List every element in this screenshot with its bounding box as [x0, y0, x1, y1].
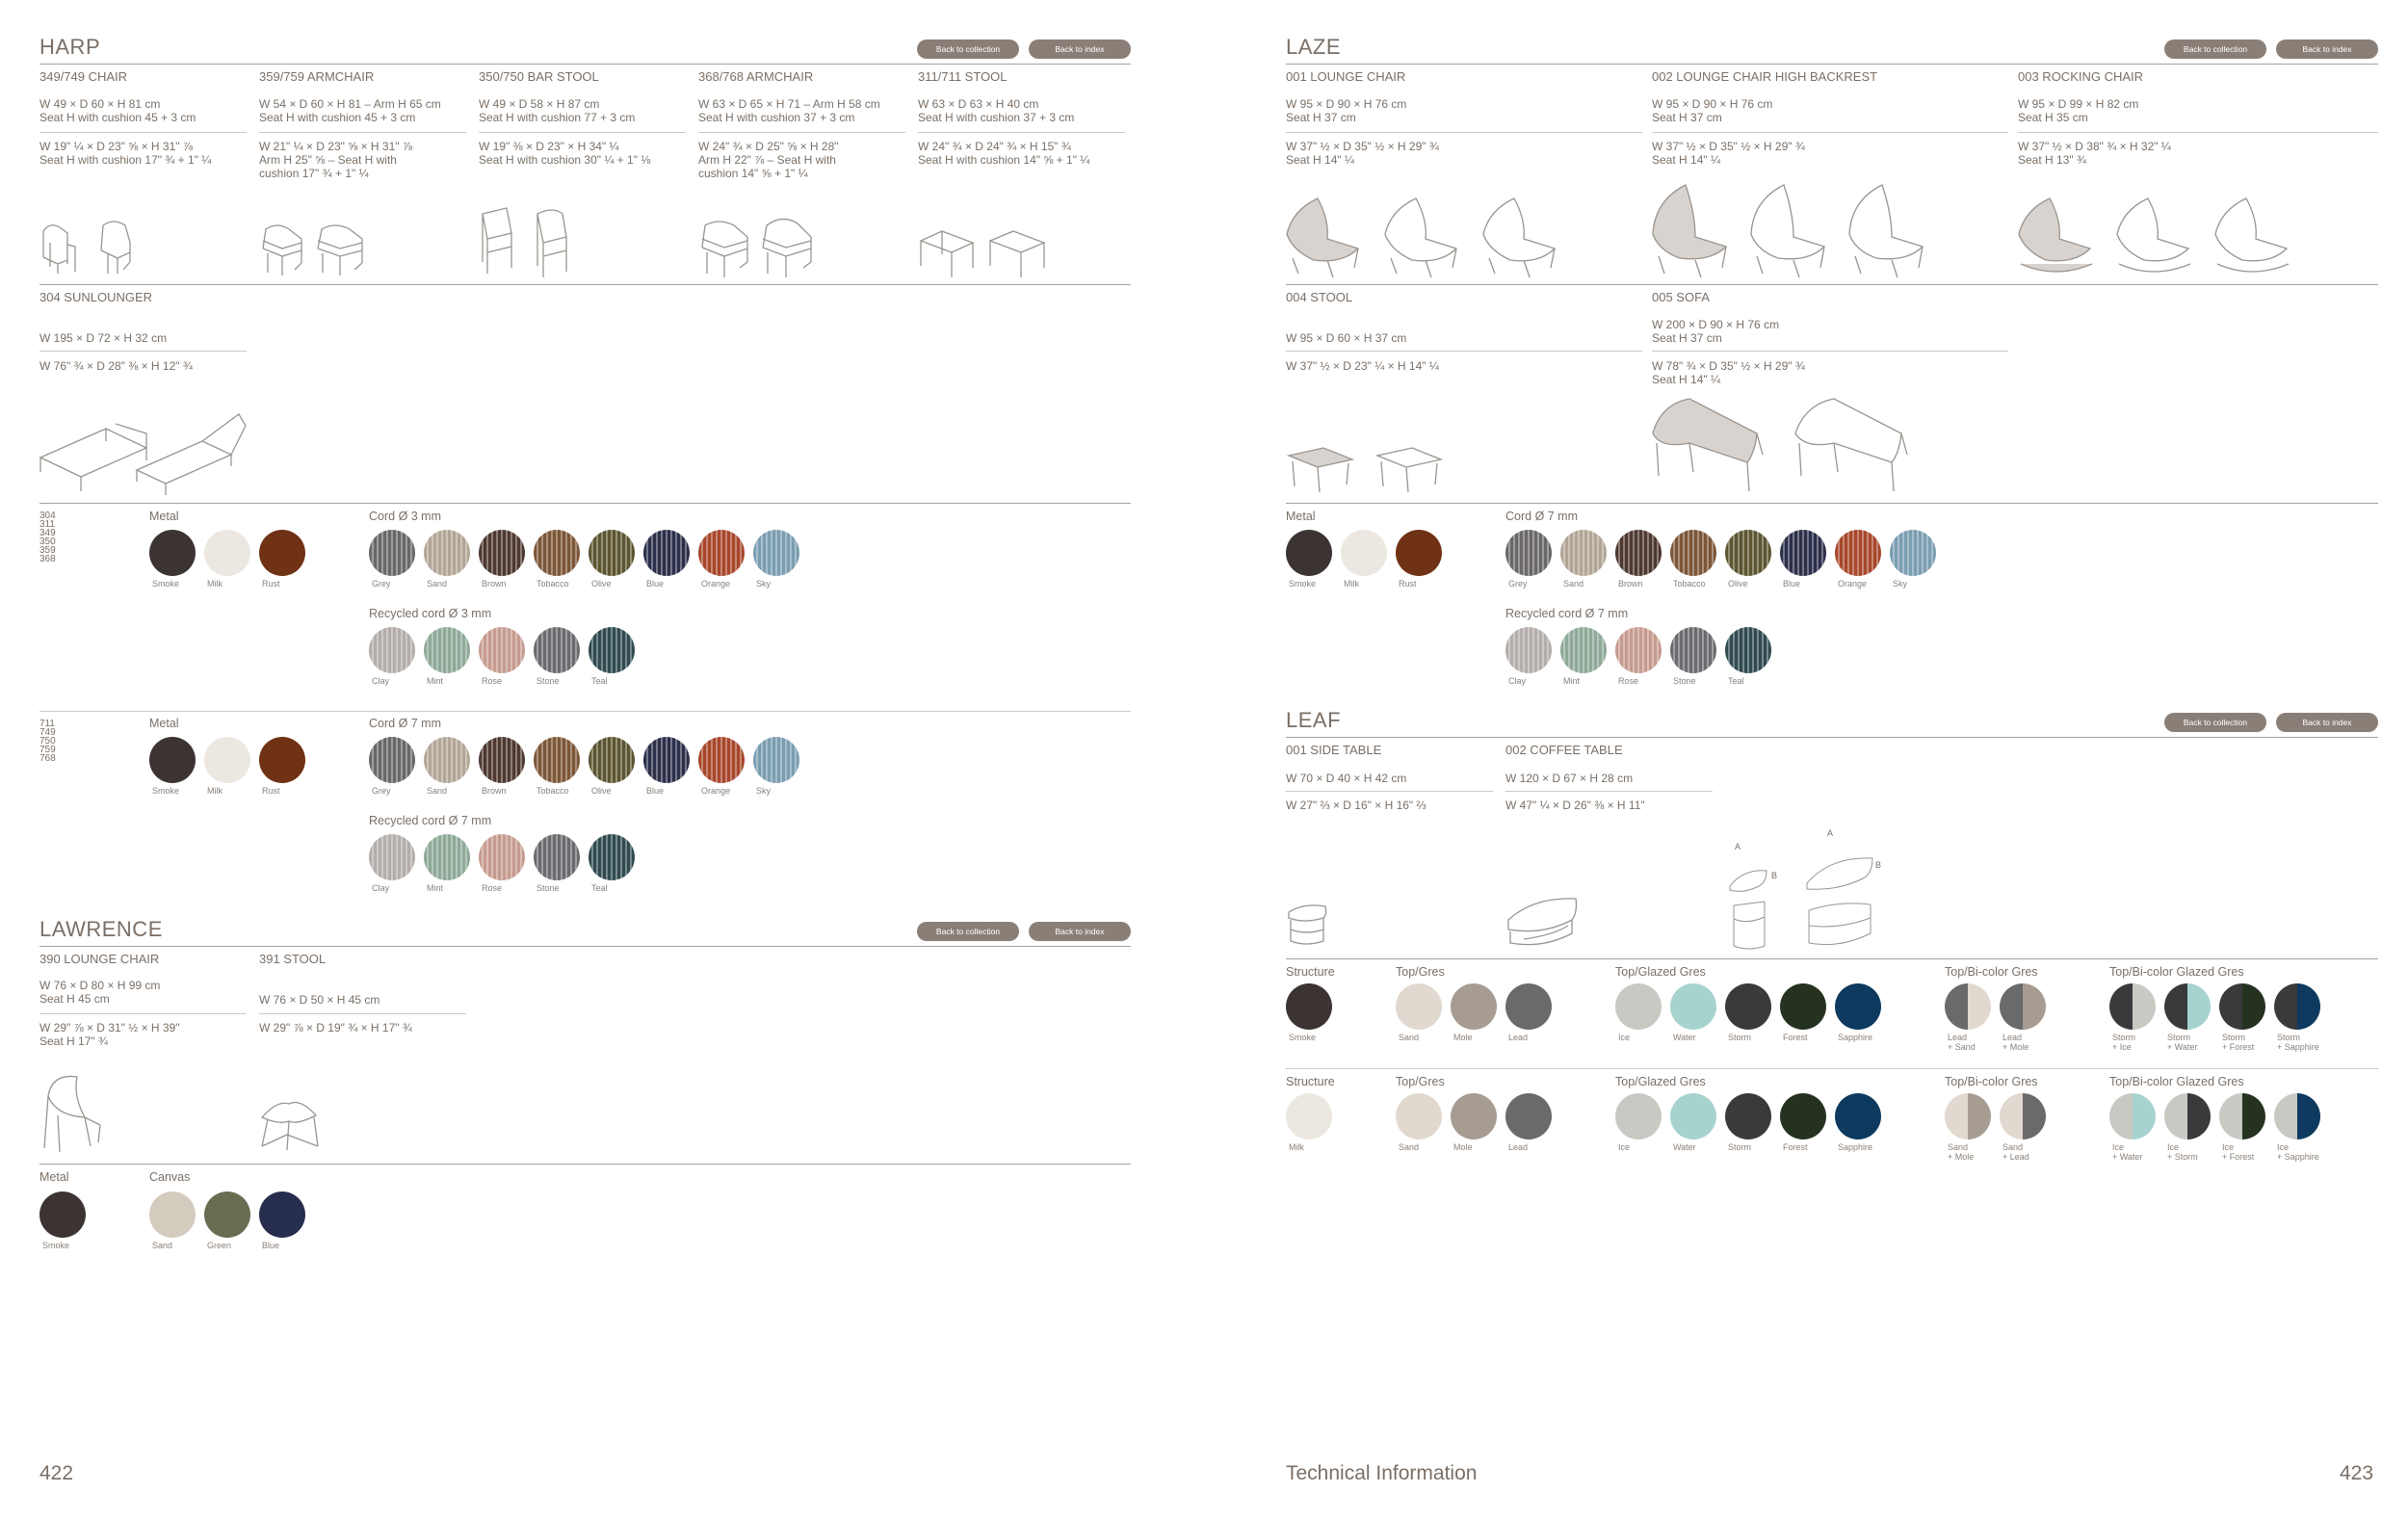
diagram-label-b: B — [1771, 871, 1778, 880]
cord-grey-swatch — [369, 530, 415, 576]
swatch-label: Blue — [1783, 579, 1801, 589]
metal-rust-swatch — [259, 530, 305, 576]
swatch-label: Stone — [537, 883, 560, 893]
product-metric-dims: W 49 × D 58 × H 87 cm Seat H with cushion 77 + 3 cm — [479, 97, 636, 124]
metal-smoke-swatch — [149, 530, 196, 576]
swatch-label: Milk — [1289, 1142, 1304, 1152]
product-metric-dims: W 49 × D 60 × H 81 cm Seat H with cushion 45 + 3 cm — [39, 97, 196, 124]
swatch-label: Olive — [591, 579, 612, 589]
product-metric-dims: W 70 × D 40 × H 42 cm — [1286, 772, 1407, 785]
product-imperial-dims: W 37" ½ × D 35" ½ × H 29" ¾ Seat H 14" ¼ — [1652, 140, 1805, 167]
swatch-label: Sand — [1563, 579, 1584, 589]
product-imperial-dims: W 24" ¾ × D 24" ¾ × H 15" ¾ Seat H with cushion 14" ⅝ + 1" ¼ — [918, 140, 1090, 167]
sunlounger-sketch-icon — [39, 405, 250, 496]
coffee-table-diagram-icon — [1801, 824, 1878, 954]
glazed-gres-ice-swatch — [1615, 1093, 1662, 1139]
recycled-cord-teal-swatch — [1725, 627, 1771, 673]
laze-title: LAZE — [1286, 35, 1342, 59]
swatch-label: Mint — [1563, 676, 1581, 686]
product-imperial-dims: W 19" ⅜ × D 23" × H 34" ¼ Seat H with cushion 30" ¼ + 1" ⅛ — [479, 140, 651, 167]
metal-label: Metal — [149, 510, 179, 523]
rocking-chair-sketch-icon — [2017, 191, 2325, 279]
product-imperial-dims: W 37" ½ × D 23" ¼ × H 14" ¼ — [1286, 359, 1439, 373]
bicolor-glazed-gres-storm-sapphire-swatch — [2274, 983, 2320, 1030]
swatch-label: Rust — [262, 786, 280, 796]
swatch-label: Lead — [1508, 1033, 1529, 1042]
dims-divider — [39, 351, 247, 352]
swatch-label: Olive — [591, 786, 612, 796]
top-gres-label: Top/Gres — [1396, 965, 1445, 979]
recycled-cord-label: Recycled cord Ø 7 mm — [369, 814, 492, 827]
glazed-gres-water-swatch — [1670, 983, 1716, 1030]
dims-divider — [2018, 132, 2378, 133]
metal-smoke-swatch — [149, 737, 196, 783]
harp-back-to-collection-button[interactable]: Back to collection — [917, 39, 1019, 59]
glazed-gres-forest-swatch — [1780, 983, 1826, 1030]
product-imperial-dims: W 29" ⅞ × D 31" ½ × H 39" Seat H 17" ¾ — [39, 1021, 180, 1048]
swatch-label: Stone — [1673, 676, 1696, 686]
diagram-label-a: A — [1735, 842, 1741, 851]
recycled-cord-rose-swatch — [479, 834, 525, 880]
cord-sky-swatch — [1890, 530, 1936, 576]
metal-milk-swatch — [204, 737, 250, 783]
page-number-right: 423 — [2340, 1462, 2374, 1484]
swatch-label: Storm — [1728, 1033, 1752, 1042]
harp-back-to-index-button[interactable]: Back to index — [1029, 39, 1131, 59]
swatch-label: Milk — [207, 786, 222, 796]
swatch-label: Orange — [1838, 579, 1868, 589]
swatch-label: Ice + Water — [2112, 1142, 2143, 1162]
bicolor-glazed-gres-ice-sapphire-swatch — [2274, 1093, 2320, 1139]
swatch-label: Storm — [1728, 1142, 1752, 1152]
swatch-label: Rust — [1399, 579, 1417, 589]
cord-label: Cord Ø 7 mm — [369, 717, 442, 730]
recycled-cord-stone-swatch — [534, 834, 580, 880]
product-name: 390 LOUNGE CHAIR — [39, 952, 160, 966]
swatch-label: Sand — [152, 1241, 173, 1250]
structure-milk-swatch — [1286, 1093, 1332, 1139]
recycled-cord-mint-swatch — [424, 834, 470, 880]
laze-metal-label: Metal — [1286, 510, 1316, 523]
bicolor-glazed-gres-storm-water-swatch — [2164, 983, 2211, 1030]
cord-brown-swatch — [479, 737, 525, 783]
dims-divider — [1652, 351, 2008, 352]
armchair-368-sketch-icon — [697, 204, 823, 279]
swatch-label: Rose — [1618, 676, 1639, 686]
product-name: 002 COFFEE TABLE — [1505, 743, 1623, 757]
swatch-label: Sand — [1399, 1033, 1420, 1042]
recycled-cord-stone-swatch — [1670, 627, 1716, 673]
cord-sand-swatch — [424, 530, 470, 576]
product-metric-dims: W 120 × D 67 × H 28 cm — [1505, 772, 1634, 785]
stool-311-sketch-icon — [917, 222, 1052, 279]
dims-divider — [918, 132, 1125, 133]
product-name: 004 STOOL — [1286, 290, 1353, 304]
swatch-label: Sky — [756, 579, 772, 589]
recycled-cord-rose-swatch — [479, 627, 525, 673]
swatch-label: Clay — [1508, 676, 1527, 686]
product-imperial-dims: W 21" ¼ × D 23" ⅝ × H 31" ⅞ Arm H 25" ⅝ – Seat H with cushion 17" ¾ + 1" ¼ — [259, 140, 412, 180]
swatch-label: Brown — [1618, 579, 1643, 589]
stool-391-sketch-icon — [258, 1096, 321, 1152]
harp-row2-rule — [39, 503, 1131, 504]
swatch-label: Ice — [1618, 1033, 1631, 1042]
product-imperial-dims: W 27" ⅔ × D 16" × H 16" ⅔ — [1286, 799, 1426, 812]
footer-section-title: Technical Information — [1286, 1462, 1478, 1484]
gres-lead-swatch — [1505, 1093, 1552, 1139]
lawrence-back-to-collection-button[interactable]: Back to collection — [917, 922, 1019, 941]
product-imperial-dims: W 24" ¾ × D 25" ⅝ × H 28" Arm H 22" ⅞ – Seat H with cushion 14" ⅝ + 1" ¼ — [698, 140, 839, 180]
cord-blue-swatch — [1780, 530, 1826, 576]
cord-orange-swatch — [1835, 530, 1881, 576]
cord-sand-swatch — [1560, 530, 1607, 576]
laze-title-rule — [1286, 64, 2378, 65]
top-bicolor-glazed-gres-label: Top/Bi-color Glazed Gres — [2109, 1075, 2244, 1088]
product-metric-dims: W 95 × D 90 × H 76 cm Seat H 37 cm — [1652, 97, 1773, 124]
dims-divider — [698, 132, 905, 133]
swatch-label: Ice + Sapphire — [2277, 1142, 2319, 1162]
swatch-label: Sky — [756, 786, 772, 796]
harp-group-divider — [39, 711, 1131, 712]
swatch-label: Lead — [1508, 1142, 1529, 1152]
cord-blue-swatch — [643, 737, 690, 783]
swatch-label: Sand — [1399, 1142, 1420, 1152]
swatch-label: Brown — [482, 579, 507, 589]
product-imperial-dims: W 29" ⅞ × D 19" ¾ × H 17" ¾ — [259, 1021, 412, 1034]
lawrence-back-to-index-button[interactable]: Back to index — [1029, 922, 1131, 941]
bicolor-gres-sand-mole-swatch — [1945, 1093, 1991, 1139]
harp-group1-codes: 304 311 349 350 359 368 — [39, 511, 56, 564]
swatch-label: Storm + Ice — [2112, 1033, 2136, 1052]
diagram-label-a: A — [1827, 828, 1834, 838]
swatch-label: Milk — [1344, 579, 1359, 589]
lounge-chair-002-sketch-icon — [1651, 181, 1959, 279]
leaf-back-to-collection-button[interactable]: Back to collection — [2164, 713, 2266, 732]
bicolor-gres-lead-mole-swatch — [2000, 983, 2046, 1030]
swatch-label: Sky — [1893, 579, 1908, 589]
dims-divider — [39, 132, 247, 133]
cord-orange-swatch — [698, 737, 745, 783]
metal-label: Metal — [149, 717, 179, 730]
chair-sketch-icon — [39, 204, 154, 276]
swatch-label: Brown — [482, 786, 507, 796]
recycled-cord-mint-swatch — [424, 627, 470, 673]
swatch-label: Forest — [1783, 1142, 1808, 1152]
structure-label: Structure — [1286, 965, 1335, 979]
cord-orange-swatch — [698, 530, 745, 576]
lawrence-canvas-label: Canvas — [149, 1170, 191, 1184]
product-name: 349/749 CHAIR — [39, 69, 128, 84]
bicolor-glazed-gres-storm-ice-swatch — [2109, 983, 2156, 1030]
product-metric-dims: W 195 × D 72 × H 32 cm — [39, 331, 168, 345]
recycled-cord-rose-swatch — [1615, 627, 1662, 673]
product-metric-dims: W 95 × D 99 × H 82 cm Seat H 35 cm — [2018, 97, 2139, 124]
dims-divider — [1505, 791, 1713, 792]
swatch-label: Smoke — [152, 786, 180, 796]
product-imperial-dims: W 37" ½ × D 35" ½ × H 29" ¾ Seat H 14" ¼ — [1286, 140, 1439, 167]
bicolor-gres-lead-sand-swatch — [1945, 983, 1991, 1030]
dims-divider — [259, 1013, 466, 1014]
leaf-title: LEAF — [1286, 708, 1342, 732]
swatch-label: Olive — [1728, 579, 1748, 589]
leaf-rule — [1286, 958, 2378, 959]
bicolor-glazed-gres-ice-storm-swatch — [2164, 1093, 2211, 1139]
swatch-label: Rose — [482, 883, 503, 893]
glazed-gres-sapphire-swatch — [1835, 1093, 1881, 1139]
lounge-chair-001-sketch-icon — [1285, 191, 1593, 279]
product-imperial-dims: W 37" ½ × D 38" ¾ × H 32" ¼ Seat H 13" ¾ — [2018, 140, 2171, 167]
leaf-title-rule — [1286, 737, 2378, 738]
product-name: 002 LOUNGE CHAIR HIGH BACKREST — [1652, 69, 1878, 84]
cord-brown-swatch — [1615, 530, 1662, 576]
swatch-label: Smoke — [1289, 579, 1317, 589]
gres-sand-swatch — [1396, 1093, 1442, 1139]
glazed-gres-forest-swatch — [1780, 1093, 1826, 1139]
product-name: 350/750 BAR STOOL — [479, 69, 599, 84]
swatch-label: Storm + Sapphire — [2277, 1033, 2319, 1052]
dims-divider — [479, 132, 686, 133]
cord-tobacco-swatch — [1670, 530, 1716, 576]
harp-row1-rule — [39, 284, 1131, 285]
swatch-label: Smoke — [1289, 1033, 1317, 1042]
canvas-green-swatch — [204, 1192, 250, 1238]
canvas-sand-swatch — [149, 1192, 196, 1238]
swatch-label: Teal — [591, 676, 608, 686]
swatch-label: Orange — [701, 786, 731, 796]
lawrence-title-rule — [39, 946, 1131, 947]
product-imperial-dims: W 47" ¼ × D 26" ⅜ × H 11" — [1505, 799, 1645, 812]
cord-olive-swatch — [589, 737, 635, 783]
swatch-label: Grey — [372, 579, 391, 589]
dims-divider — [1286, 132, 1642, 133]
swatch-label: Teal — [591, 883, 608, 893]
side-table-sketch-icon — [1285, 901, 1331, 951]
swatch-label: Mint — [427, 676, 444, 686]
product-name: 003 ROCKING CHAIR — [2018, 69, 2144, 84]
canvas-blue-swatch — [259, 1192, 305, 1238]
lawrence-rule — [39, 1164, 1131, 1165]
laze-cord-label: Cord Ø 7 mm — [1505, 510, 1579, 523]
swatch-label: Sand — [427, 579, 448, 589]
side-table-diagram-icon — [1724, 838, 1772, 954]
cord-tobacco-swatch — [534, 530, 580, 576]
swatch-label: Grey — [1508, 579, 1528, 589]
dims-divider — [39, 1013, 247, 1014]
structure-smoke-swatch — [1286, 983, 1332, 1030]
laze-recycled-cord-label: Recycled cord Ø 7 mm — [1505, 607, 1629, 620]
swatch-label: Ice + Forest — [2222, 1142, 2255, 1162]
product-name: 304 SUNLOUNGER — [39, 290, 153, 304]
cord-olive-swatch — [589, 530, 635, 576]
bicolor-glazed-gres-ice-water-swatch — [2109, 1093, 2156, 1139]
top-glazed-gres-label: Top/Glazed Gres — [1615, 965, 1706, 979]
swatch-label: Tobacco — [537, 786, 569, 796]
laze-back-to-index-button[interactable]: Back to index — [2276, 39, 2378, 59]
glazed-gres-sapphire-swatch — [1835, 983, 1881, 1030]
bicolor-glazed-gres-ice-forest-swatch — [2219, 1093, 2265, 1139]
coffee-table-sketch-icon — [1505, 891, 1582, 951]
cord-label: Cord Ø 3 mm — [369, 510, 442, 523]
swatch-label: Grey — [372, 786, 391, 796]
swatch-label: Smoke — [42, 1241, 70, 1250]
metal-smoke-swatch — [1286, 530, 1332, 576]
metal-smoke-swatch — [39, 1192, 86, 1238]
cord-tobacco-swatch — [534, 737, 580, 783]
gres-sand-swatch — [1396, 983, 1442, 1030]
product-name: 001 SIDE TABLE — [1286, 743, 1382, 757]
swatch-label: Mole — [1453, 1142, 1473, 1152]
dims-divider — [1286, 351, 1642, 352]
swatch-label: Blue — [646, 786, 665, 796]
cord-sky-swatch — [753, 737, 799, 783]
product-name: 359/759 ARMCHAIR — [259, 69, 375, 84]
swatch-label: Tobacco — [537, 579, 569, 589]
swatch-label: Tobacco — [1673, 579, 1706, 589]
sofa-sketch-icon — [1651, 395, 1921, 496]
leaf-back-to-index-button[interactable]: Back to index — [2276, 713, 2378, 732]
product-imperial-dims: W 76" ¾ × D 28" ⅜ × H 12" ¾ — [39, 359, 193, 373]
glazed-gres-storm-swatch — [1725, 1093, 1771, 1139]
product-name: 001 LOUNGE CHAIR — [1286, 69, 1406, 84]
recycled-cord-teal-swatch — [589, 834, 635, 880]
top-bicolor-gres-label: Top/Bi-color Gres — [1945, 1075, 2038, 1088]
laze-row2-rule — [1286, 503, 2378, 504]
swatch-label: Orange — [701, 579, 731, 589]
dims-divider — [1286, 791, 1493, 792]
product-imperial-dims: W 19" ¼ × D 23" ⅝ × H 31" ⅞ Seat H with cushion 17" ¾ + 1" ¼ — [39, 140, 212, 167]
product-name: 368/768 ARMCHAIR — [698, 69, 814, 84]
product-metric-dims: W 63 × D 63 × H 40 cm Seat H with cushion 37 + 3 cm — [918, 97, 1075, 124]
recycled-cord-clay-swatch — [369, 627, 415, 673]
product-metric-dims: W 63 × D 65 × H 71 – Arm H 58 cm Seat H with cushion 37 + 3 cm — [698, 97, 880, 124]
cord-brown-swatch — [479, 530, 525, 576]
product-name: 311/711 STOOL — [918, 69, 1008, 84]
swatch-label: Forest — [1783, 1033, 1808, 1042]
swatch-label: Lead + Sand — [1948, 1033, 1976, 1052]
recycled-cord-clay-swatch — [1505, 627, 1552, 673]
metal-milk-swatch — [1341, 530, 1387, 576]
swatch-label: Milk — [207, 579, 222, 589]
swatch-label: Smoke — [152, 579, 180, 589]
leaf-row-divider — [1286, 1068, 2378, 1069]
top-bicolor-glazed-gres-label: Top/Bi-color Glazed Gres — [2109, 965, 2244, 979]
laze-row1-rule — [1286, 284, 2378, 285]
product-metric-dims: W 95 × D 60 × H 37 cm — [1286, 331, 1407, 345]
product-metric-dims: W 76 × D 80 × H 99 cm Seat H 45 cm — [39, 979, 161, 1006]
bicolor-glazed-gres-storm-forest-swatch — [2219, 983, 2265, 1030]
recycled-cord-teal-swatch — [589, 627, 635, 673]
harp-title: HARP — [39, 35, 101, 59]
dims-divider — [259, 132, 466, 133]
glazed-gres-storm-swatch — [1725, 983, 1771, 1030]
product-metric-dims: W 54 × D 60 × H 81 – Arm H 65 cm Seat H with cushion 45 + 3 cm — [259, 97, 441, 124]
page-number-left: 422 — [39, 1462, 74, 1484]
swatch-label: Ice — [1618, 1142, 1631, 1152]
bar-stool-sketch-icon — [478, 204, 584, 279]
cord-sand-swatch — [424, 737, 470, 783]
lawrence-metal-label: Metal — [39, 1170, 69, 1184]
harp-title-rule — [39, 64, 1131, 65]
swatch-label: Sapphire — [1838, 1142, 1873, 1152]
swatch-label: Clay — [372, 676, 390, 686]
cord-grey-swatch — [369, 737, 415, 783]
swatch-label: Water — [1673, 1033, 1696, 1042]
dims-divider — [1652, 132, 2008, 133]
diagram-label-b: B — [1875, 860, 1882, 870]
swatch-label: Storm + Water — [2167, 1033, 2198, 1052]
product-metric-dims: W 95 × D 90 × H 76 cm Seat H 37 cm — [1286, 97, 1407, 124]
swatch-label: Sand — [427, 786, 448, 796]
product-imperial-dims: W 78" ¾ × D 35" ½ × H 29" ¾ Seat H 14" ¼ — [1652, 359, 1805, 386]
swatch-label: Clay — [372, 883, 390, 893]
product-metric-dims: W 76 × D 50 × H 45 cm — [259, 993, 380, 1007]
swatch-label: Ice + Storm — [2167, 1142, 2198, 1162]
recycled-cord-mint-swatch — [1560, 627, 1607, 673]
glazed-gres-ice-swatch — [1615, 983, 1662, 1030]
swatch-label: Mole — [1453, 1033, 1473, 1042]
glazed-gres-water-swatch — [1670, 1093, 1716, 1139]
recycled-cord-stone-swatch — [534, 627, 580, 673]
bicolor-gres-sand-lead-swatch — [2000, 1093, 2046, 1139]
gres-mole-swatch — [1451, 1093, 1497, 1139]
swatch-label: Water — [1673, 1142, 1696, 1152]
structure-label: Structure — [1286, 1075, 1335, 1088]
lawrence-title: LAWRENCE — [39, 917, 163, 941]
right-page — [1204, 0, 2408, 1519]
swatch-label: Green — [207, 1241, 232, 1250]
swatch-label: Rust — [262, 579, 280, 589]
recycled-cord-clay-swatch — [369, 834, 415, 880]
metal-milk-swatch — [204, 530, 250, 576]
cord-sky-swatch — [753, 530, 799, 576]
harp-group2-codes: 711 749 750 759 768 — [39, 719, 56, 764]
swatch-label: Blue — [646, 579, 665, 589]
top-bicolor-gres-label: Top/Bi-color Gres — [1945, 965, 2038, 979]
metal-rust-swatch — [259, 737, 305, 783]
cord-olive-swatch — [1725, 530, 1771, 576]
cord-blue-swatch — [643, 530, 690, 576]
swatch-label: Mint — [427, 883, 444, 893]
swatch-label: Sapphire — [1838, 1033, 1873, 1042]
gres-mole-swatch — [1451, 983, 1497, 1030]
product-name: 391 STOOL — [259, 952, 327, 966]
stool-004-sketch-icon — [1285, 438, 1449, 496]
cord-grey-swatch — [1505, 530, 1552, 576]
swatch-label: Blue — [262, 1241, 280, 1250]
top-gres-label: Top/Gres — [1396, 1075, 1445, 1088]
laze-back-to-collection-button[interactable]: Back to collection — [2164, 39, 2266, 59]
swatch-label: Rose — [482, 676, 503, 686]
swatch-label: Sand + Lead — [2002, 1142, 2029, 1162]
swatch-label: Lead + Mole — [2002, 1033, 2029, 1052]
lounge-chair-sketch-icon — [39, 1067, 106, 1152]
swatch-label: Stone — [537, 676, 560, 686]
armchair-sketch-icon — [258, 210, 374, 277]
swatch-label: Sand + Mole — [1948, 1142, 1975, 1162]
product-metric-dims: W 200 × D 90 × H 76 cm Seat H 37 cm — [1652, 318, 1780, 345]
metal-rust-swatch — [1396, 530, 1442, 576]
swatch-label: Teal — [1728, 676, 1744, 686]
product-name: 005 SOFA — [1652, 290, 1710, 304]
top-glazed-gres-label: Top/Glazed Gres — [1615, 1075, 1706, 1088]
recycled-cord-label: Recycled cord Ø 3 mm — [369, 607, 492, 620]
gres-lead-swatch — [1505, 983, 1552, 1030]
swatch-label: Storm + Forest — [2222, 1033, 2255, 1052]
